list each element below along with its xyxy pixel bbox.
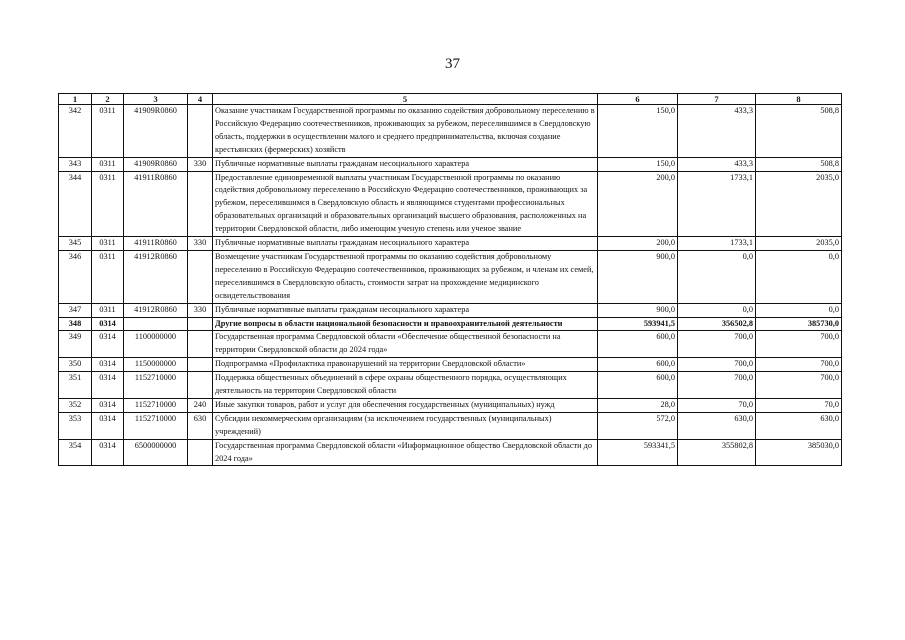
table-row (59, 237, 842, 251)
row-number-cell: 342 (59, 105, 92, 158)
amount-col-7-cell: 0,0 (678, 303, 756, 317)
section-code-cell: 0314 (92, 439, 124, 466)
row-number-cell: 349 (59, 331, 92, 358)
amount-col-7-cell: 1733,1 (678, 171, 756, 237)
table-row (59, 105, 842, 158)
amount-col-6-cell: 593341,5 (598, 439, 678, 466)
table-row (59, 157, 842, 171)
amount-col-6-cell: 593941,5 (598, 317, 678, 331)
header-col-1: 1 (59, 94, 92, 105)
amount-col-6-cell: 150,0 (598, 157, 678, 171)
amount-col-7-cell: 700,0 (678, 372, 756, 399)
amount-col-8-cell: 0,0 (756, 303, 842, 317)
table-row (59, 439, 842, 466)
amount-col-6-cell: 572,0 (598, 412, 678, 439)
expense-type-cell (188, 171, 213, 237)
amount-col-8-cell: 700,0 (756, 358, 842, 372)
table-row (59, 358, 842, 372)
amount-col-8-cell: 0,0 (756, 250, 842, 303)
amount-col-8-cell: 385030,0 (756, 439, 842, 466)
amount-col-8-cell: 700,0 (756, 331, 842, 358)
description-cell: Возмещение участникам Государственной программы по оказанию содействия добровольному переселению в Российскую Федерацию соотечественников, проживающих за рубежом, и членам их семей, переселившимся в Свердловскую область, стоимости затрат на прохождение медицинского освидетельствования (213, 250, 598, 303)
expense-type-cell: 330 (188, 237, 213, 251)
section-code-cell: 0311 (92, 157, 124, 171)
expense-type-cell (188, 331, 213, 358)
target-code-cell: 6500000000 (124, 439, 188, 466)
amount-col-6-cell: 600,0 (598, 372, 678, 399)
amount-col-7-cell: 433,3 (678, 105, 756, 158)
section-code-cell: 0314 (92, 372, 124, 399)
amount-col-6-cell: 600,0 (598, 358, 678, 372)
amount-col-7-cell: 0,0 (678, 250, 756, 303)
amount-col-7-cell: 630,0 (678, 412, 756, 439)
description-cell: Иные закупки товаров, работ и услуг для обеспечения государственных (муниципальных) нужд (213, 398, 598, 412)
amount-col-6-cell: 150,0 (598, 105, 678, 158)
section-code-cell: 0311 (92, 250, 124, 303)
amount-col-8-cell: 508,8 (756, 157, 842, 171)
amount-col-6-cell: 200,0 (598, 237, 678, 251)
expense-type-cell (188, 317, 213, 331)
section-code-cell: 0314 (92, 412, 124, 439)
amount-col-8-cell: 2035,0 (756, 237, 842, 251)
amount-col-7-cell: 356502,8 (678, 317, 756, 331)
amount-col-7-cell: 433,3 (678, 157, 756, 171)
header-col-5: 5 (213, 94, 598, 105)
target-code-cell: 41911R0860 (124, 171, 188, 237)
target-code-cell: 41911R0860 (124, 237, 188, 251)
row-number-cell: 353 (59, 412, 92, 439)
amount-col-8-cell: 385730,0 (756, 317, 842, 331)
amount-col-8-cell: 2035,0 (756, 171, 842, 237)
header-col-8: 8 (756, 94, 842, 105)
description-cell: Публичные нормативные выплаты гражданам несоциального характера (213, 157, 598, 171)
header-col-3: 3 (124, 94, 188, 105)
target-code-cell: 1152710000 (124, 372, 188, 399)
description-cell: Подпрограмма «Профилактика правонарушений на территории Свердловской области» (213, 358, 598, 372)
amount-col-6-cell: 900,0 (598, 303, 678, 317)
row-number-cell: 350 (59, 358, 92, 372)
amount-col-6-cell: 900,0 (598, 250, 678, 303)
expense-type-cell (188, 105, 213, 158)
row-number-cell: 354 (59, 439, 92, 466)
description-cell: Оказание участникам Государственной программы по оказанию содействия добровольному переселению в Российскую Федерацию соотечественников, проживающих за рубежом, переселившимся в Свердловскую область, поддержки в осуществлении малого и среднего предпринимательства, включая создание крестьянских (фермерских) хозяйств (213, 105, 598, 158)
row-number-cell: 346 (59, 250, 92, 303)
table-row (59, 171, 842, 237)
header-col-7: 7 (678, 94, 756, 105)
row-number-cell: 344 (59, 171, 92, 237)
page-number: 37 (445, 56, 460, 72)
amount-col-7-cell: 700,0 (678, 331, 756, 358)
budget-table (58, 93, 842, 466)
target-code-cell: 1100000000 (124, 331, 188, 358)
expense-type-cell: 330 (188, 303, 213, 317)
section-code-cell: 0314 (92, 358, 124, 372)
amount-col-6-cell: 200,0 (598, 171, 678, 237)
description-cell: Публичные нормативные выплаты гражданам несоциального характера (213, 237, 598, 251)
description-cell: Государственная программа Свердловской области «Обеспечение общественной безопасности на территории Свердловской области до 2024 года» (213, 331, 598, 358)
target-code-cell: 1150000000 (124, 358, 188, 372)
expense-type-cell (188, 439, 213, 466)
header-col-6: 6 (598, 94, 678, 105)
row-number-cell: 347 (59, 303, 92, 317)
description-cell: Субсидии некоммерческим организациям (за исключением государственных (муниципальных) учреждений) (213, 412, 598, 439)
table-row (59, 412, 842, 439)
table-header-row (59, 94, 842, 105)
expense-type-cell (188, 250, 213, 303)
section-code-cell: 0311 (92, 171, 124, 237)
amount-col-8-cell: 630,0 (756, 412, 842, 439)
target-code-cell: 41912R0860 (124, 303, 188, 317)
header-col-4: 4 (188, 94, 213, 105)
target-code-cell: 41909R0860 (124, 157, 188, 171)
row-number-cell: 348 (59, 317, 92, 331)
target-code-cell (124, 317, 188, 331)
amount-col-8-cell: 700,0 (756, 372, 842, 399)
description-cell: Публичные нормативные выплаты гражданам несоциального характера (213, 303, 598, 317)
section-code-cell: 0314 (92, 317, 124, 331)
amount-col-7-cell: 355802,8 (678, 439, 756, 466)
section-code-cell: 0314 (92, 331, 124, 358)
section-code-cell: 0311 (92, 105, 124, 158)
table-row (59, 372, 842, 399)
description-cell: Государственная программа Свердловской области «Информационное общество Свердловской области до 2024 года» (213, 439, 598, 466)
expense-type-cell: 630 (188, 412, 213, 439)
amount-col-8-cell: 508,8 (756, 105, 842, 158)
expense-type-cell (188, 372, 213, 399)
target-code-cell: 1152710000 (124, 412, 188, 439)
amount-col-7-cell: 1733,1 (678, 237, 756, 251)
header-col-2: 2 (92, 94, 124, 105)
description-cell: Другие вопросы в области национальной безопасности и правоохранительной деятельности (213, 317, 598, 331)
table-row (59, 317, 842, 331)
table-row (59, 331, 842, 358)
row-number-cell: 351 (59, 372, 92, 399)
table-row (59, 398, 842, 412)
section-code-cell: 0311 (92, 303, 124, 317)
amount-col-7-cell: 70,0 (678, 398, 756, 412)
target-code-cell: 41912R0860 (124, 250, 188, 303)
section-code-cell: 0314 (92, 398, 124, 412)
amount-col-8-cell: 70,0 (756, 398, 842, 412)
table-row (59, 250, 842, 303)
amount-col-7-cell: 700,0 (678, 358, 756, 372)
row-number-cell: 345 (59, 237, 92, 251)
description-cell: Поддержка общественных объединений в сфере охраны общественного порядка, осуществляющих деятельность на территории Свердловской области (213, 372, 598, 399)
expense-type-cell: 240 (188, 398, 213, 412)
amount-col-6-cell: 28,0 (598, 398, 678, 412)
target-code-cell: 1152710000 (124, 398, 188, 412)
target-code-cell: 41909R0860 (124, 105, 188, 158)
table-row (59, 303, 842, 317)
expense-type-cell (188, 358, 213, 372)
expense-type-cell: 330 (188, 157, 213, 171)
amount-col-6-cell: 600,0 (598, 331, 678, 358)
section-code-cell: 0311 (92, 237, 124, 251)
row-number-cell: 343 (59, 157, 92, 171)
row-number-cell: 352 (59, 398, 92, 412)
description-cell: Предоставление единовременной выплаты участникам Государственной программы по оказанию содействия добровольному переселению в Российскую Федерацию соотечественников, проживающих за рубежом, переселившимся в Свердловскую область и являющимся студентами профессиональных образовательных организаций и образовательных организаций высшего образования, расположенных на территории Свердловской области, либо имеющим ученую степень или ученое звание (213, 171, 598, 237)
